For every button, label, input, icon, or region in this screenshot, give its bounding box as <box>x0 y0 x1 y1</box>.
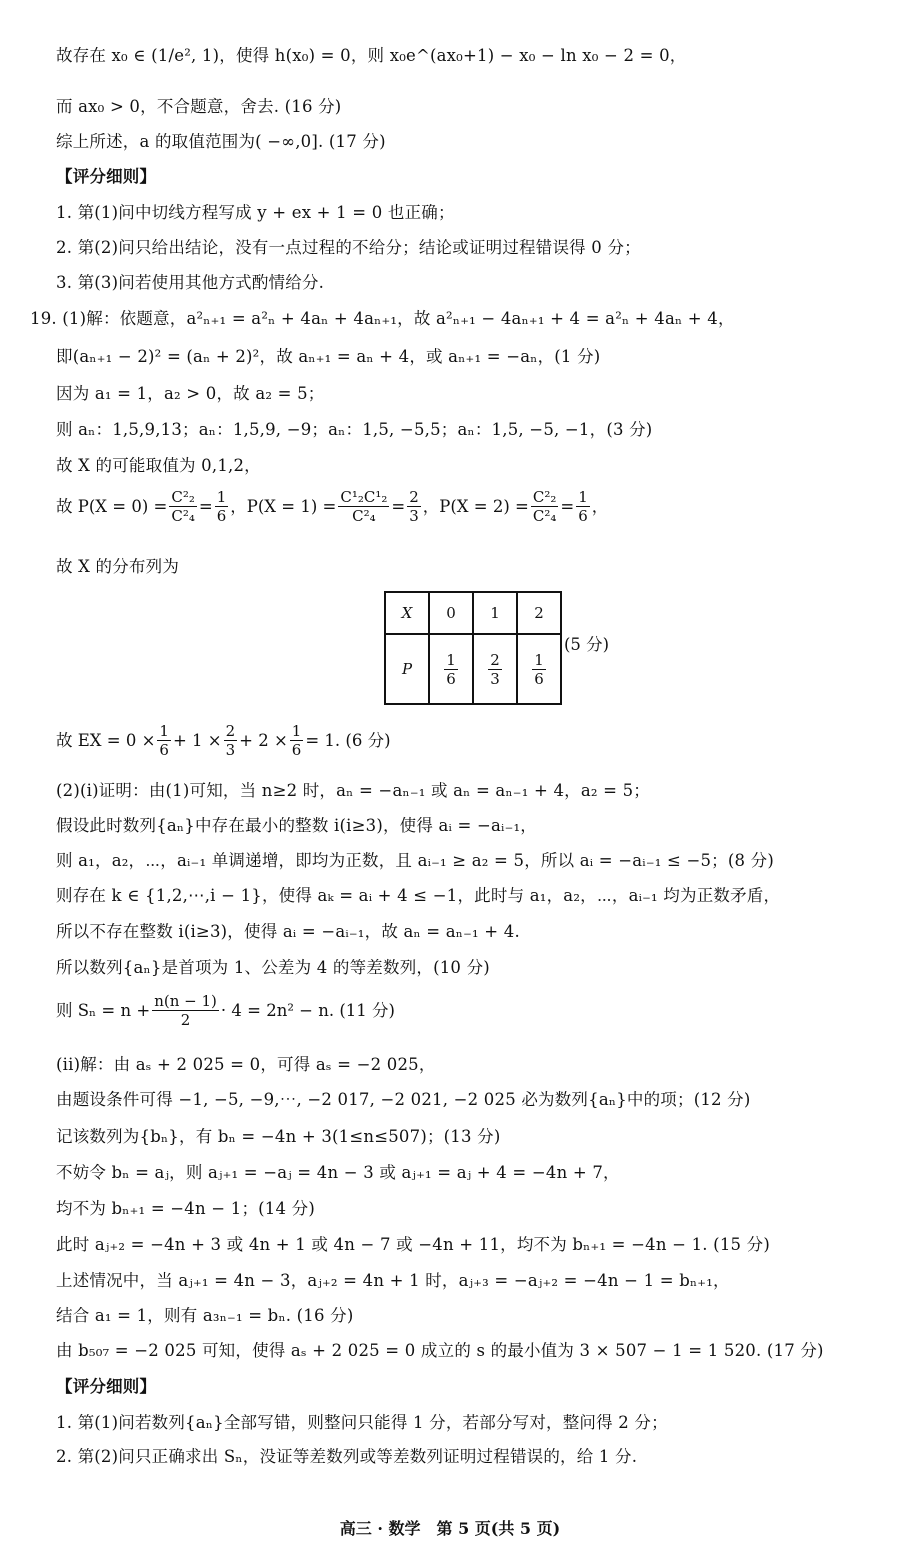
sn-suffix: · 4 = 2n² − n. (11 分) <box>220 1000 395 1020</box>
table-row <box>385 592 561 634</box>
text-line: 上述情况中，当 aⱼ₊₁ = 4n − 3，aⱼ₊₂ = 4n + 1 时，aⱼ₊₃ = −aⱼ₊₂ = −4n − 1 = bₙ₊₁， <box>56 1271 730 1290</box>
ex-mid: + 2 × <box>239 730 288 750</box>
text-line: 则 a₁，a₂，⋯，aᵢ₋₁ 单调递增，即均为正数，且 aᵢ₋₁ ≥ a₂ = 5，所以 aᵢ = −aᵢ₋₁ ≤ −5；(8 分) <box>56 851 775 870</box>
frac-den: C²₄ <box>352 507 376 525</box>
text-line: 不妨令 bₙ = aⱼ，则 aⱼ₊₁ = −aⱼ = 4n − 3 或 aⱼ₊₁ = aⱼ + 4 = −4n + 7， <box>56 1163 620 1182</box>
text-line: 此时 aⱼ₊₂ = −4n + 3 或 4n + 1 或 4n − 7 或 −4n + 11，均不为 bₙ₊₁ = −4n − 1. (15 分) <box>56 1235 770 1254</box>
fraction <box>338 488 389 525</box>
frac-num: 2 <box>490 650 500 669</box>
table-cell <box>517 634 561 704</box>
fraction <box>488 651 502 688</box>
frac-num: 1 <box>159 722 169 740</box>
frac-den: C²₄ <box>171 507 195 525</box>
equals: = <box>391 496 406 516</box>
text-line: 故存在 x₀ ∈ (1/e², 1)，使得 h(x₀) = 0，则 x₀e^(ax₀+1) − x₀ − ln x₀ − 2 = 0， <box>56 46 687 65</box>
frac-num: 1 <box>534 650 544 669</box>
text-line: 而 ax₀ > 0，不合题意，舍去. (16 分) <box>56 97 342 116</box>
fraction <box>152 992 219 1029</box>
frac-num: C²₂ <box>171 488 195 506</box>
table-cell: 2 <box>517 592 561 634</box>
ex-mid: + 1 × <box>172 730 222 750</box>
text-line: 均不为 bₙ₊₁ = −4n − 1；(14 分) <box>56 1199 315 1218</box>
table-cell <box>473 634 517 704</box>
expectation-line <box>56 722 391 759</box>
fraction <box>531 488 559 525</box>
text-line: 故 X 的分布列为 <box>56 557 180 576</box>
frac-num: 2 <box>409 488 419 506</box>
table-score: (5 分) <box>564 635 610 654</box>
prob-suffix: ， <box>591 496 609 516</box>
frac-num: 1 <box>446 650 456 669</box>
sum-line <box>56 992 395 1029</box>
text-line: (2)(i)证明：由(1)可知，当 n≥2 时，aₙ = −aₙ₋₁ 或 aₙ = aₙ₋₁ + 4，a₂ = 5； <box>56 781 651 800</box>
frac-den: 3 <box>490 669 500 688</box>
text-line: 由题设条件可得 −1, −5, −9,⋯, −2 017, −2 021, −2 025 必为数列{aₙ}中的项；(12 分) <box>56 1090 751 1109</box>
table-cell: 0 <box>429 592 473 634</box>
page-footer: 高三 · 数学 第 5 页(共 5 页) <box>339 1519 561 1538</box>
frac-num: 1 <box>216 488 227 506</box>
text-line: (ii)解：由 aₛ + 2 025 = 0，可得 aₛ = −2 025， <box>56 1055 436 1074</box>
frac-num: 1 <box>291 722 302 740</box>
table-row <box>385 634 561 704</box>
frac-den: 6 <box>578 507 588 525</box>
distribution-table <box>384 591 562 705</box>
text-line: 2. 第(2)问只正确求出 Sₙ，没证等差数列或等差数列证明过程错误的，给 1 分. <box>56 1447 638 1466</box>
frac-den: C²₄ <box>532 507 557 525</box>
text-line: 所以数列{aₙ}是首项为 1、公差为 4 的等差数列，(10 分) <box>56 958 490 977</box>
text-line: 故 X 的可能取值为 0,1,2， <box>56 456 261 475</box>
table-cell <box>429 634 473 704</box>
frac-den: 3 <box>225 741 236 759</box>
fraction <box>576 488 590 525</box>
ex-prefix: 故 EX = 0 × <box>56 730 156 750</box>
text-line: 因为 a₁ = 1，a₂ > 0，故 a₂ = 5； <box>56 384 325 403</box>
frac-den: 6 <box>291 741 302 759</box>
text-line: 1. 第(1)问若数列{aₙ}全部写错，则整问只能得 1 分，若部分写对，整问得 2 分； <box>56 1413 668 1432</box>
text-line: 即(aₙ₊₁ − 2)² = (aₙ + 2)²，故 aₙ₊₁ = aₙ + 4，或 aₙ₊₁ = −aₙ，(1 分) <box>56 347 601 366</box>
prob-prefix: 故 P(X = 0) = <box>56 496 168 516</box>
frac-den: 6 <box>159 741 169 759</box>
grading-rules-heading: 【评分细则】 <box>56 1377 157 1396</box>
text-line: 则存在 k ∈ {1,2,⋯,i − 1}，使得 aₖ = aᵢ + 4 ≤ −1，此时与 a₁，a₂，⋯，aᵢ₋₁ 均为正数矛盾， <box>56 886 781 905</box>
frac-num: 1 <box>578 488 588 506</box>
frac-den: 2 <box>180 1011 191 1029</box>
equals: = <box>560 496 575 516</box>
sn-prefix: 则 Sₙ = n + <box>56 1000 151 1020</box>
table-cell: 1 <box>473 592 517 634</box>
frac-num: C²₂ <box>532 488 557 506</box>
text-line: 由 b₅₀₇ = −2 025 可知，使得 aₛ + 2 025 = 0 成立的 s 的最小值为 3 × 507 − 1 = 1 520. (17 分) <box>56 1341 824 1360</box>
fraction <box>215 488 229 525</box>
frac-den: 6 <box>446 669 456 688</box>
frac-num: n(n − 1) <box>154 992 217 1010</box>
frac-den: 6 <box>216 507 227 525</box>
frac-num: C¹₂C¹₂ <box>340 488 388 506</box>
table-cell: P <box>385 634 429 704</box>
prob-mid: ，P(X = 1) = <box>230 496 337 516</box>
question-19-start: 19. (1)解：依题意，a²ₙ₊₁ = a²ₙ + 4aₙ + 4aₙ₊₁，故 a²ₙ₊₁ − 4aₙ₊₁ + 4 = a²ₙ + 4aₙ + 4， <box>30 309 735 328</box>
fraction <box>290 722 304 759</box>
grading-rules-heading: 【评分细则】 <box>56 167 157 186</box>
prob-mid: ，P(X = 2) = <box>422 496 529 516</box>
frac-den: 6 <box>534 669 544 688</box>
text-line: 所以不存在整数 i(i≥3)，使得 aᵢ = −aᵢ₋₁，故 aₙ = aₙ₋₁ + 4. <box>56 922 520 941</box>
fraction <box>224 722 238 759</box>
text-line: 3. 第(3)问若使用其他方式酌情给分. <box>56 273 325 292</box>
text-line: 则 aₙ：1,5,9,13；aₙ：1,5,9, −9；aₙ：1,5, −5,5；aₙ：1,5, −5, −1，(3 分) <box>56 420 653 439</box>
frac-den: 3 <box>409 507 419 525</box>
fraction <box>444 651 458 688</box>
fraction <box>157 722 171 759</box>
fraction <box>169 488 197 525</box>
text-line: 记该数列为{bₙ}，有 bₙ = −4n + 3(1≤n≤507)；(13 分) <box>56 1127 501 1146</box>
ex-suffix: = 1. (6 分) <box>305 730 391 750</box>
table-cell: X <box>385 592 429 634</box>
fraction <box>532 651 546 688</box>
fraction <box>407 488 421 525</box>
text-line: 假设此时数列{aₙ}中存在最小的整数 i(i≥3)，使得 aᵢ = −aᵢ₋₁， <box>56 816 537 835</box>
probability-line <box>56 488 608 525</box>
text-line: 2. 第(2)问只给出结论，没有一点过程的不给分；结论或证明过程错误得 0 分； <box>56 238 641 257</box>
frac-num: 2 <box>225 722 236 740</box>
text-line: 结合 a₁ = 1，则有 a₃ₙ₋₁ = bₙ. (16 分) <box>56 1306 354 1325</box>
text-line: 综上所述，a 的取值范围为( −∞,0]. (17 分) <box>56 132 386 151</box>
equals: = <box>198 496 213 516</box>
text-line: 1. 第(1)问中切线方程写成 y + ex + 1 = 0 也正确； <box>56 203 455 222</box>
